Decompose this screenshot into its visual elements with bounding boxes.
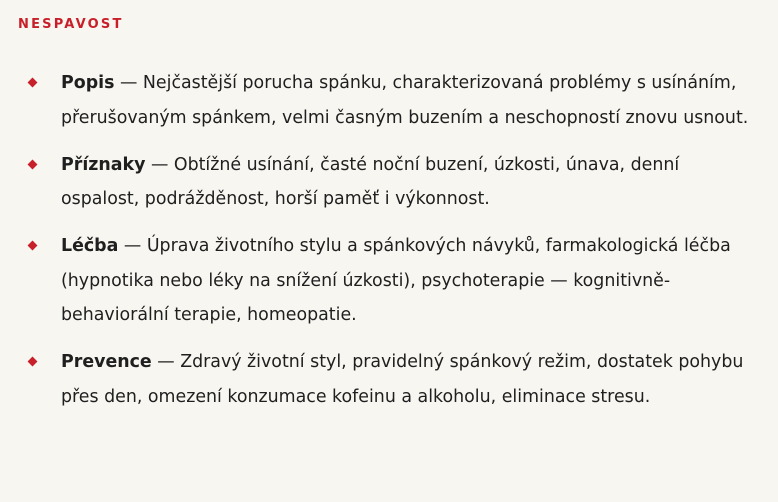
info-list	[28, 66, 758, 427]
list-item-lecba	[28, 229, 758, 333]
diamond-bullet-icon	[28, 159, 38, 169]
item-separator: —	[114, 73, 143, 93]
item-term: Léčba	[61, 236, 119, 256]
item-separator: —	[145, 154, 174, 175]
diamond-bullet-icon	[28, 357, 38, 367]
diamond-bullet-icon	[28, 78, 38, 88]
diamond-bullet-icon	[28, 241, 38, 251]
item-term: Prevence	[61, 352, 152, 372]
list-item-priznaky	[28, 148, 758, 217]
item-term: Příznaky	[61, 154, 146, 175]
section-heading: NESPAVOST	[18, 17, 124, 32]
item-text: Obtížné usínání, časté noční buzení, úzkosti, únava, denní ospalost, podrážděnost, horší paměť i výkonnost.	[61, 154, 680, 209]
list-item-prevence	[28, 345, 758, 414]
item-text: Zdravý životní styl, pravidelný spánkový režim, dostatek pohybu přes den, omezení konzumace kofeinu a alkoholu, eliminace stresu.	[61, 352, 744, 407]
item-text: Nejčastější porucha spánku, charakterizovaná problémy s usínáním, přerušovaným spánkem, velmi časným buzením a neschopností znovu usnout.	[61, 73, 749, 128]
item-term: Popis	[61, 73, 115, 93]
list-item-popis	[28, 66, 758, 135]
item-text: Úprava životního stylu a spánkových návyků, farmakologická léčba (hypnotika nebo léky na snížení úzkosti), psychoterapie — kognitivně-behaviorální terapie, homeopatie.	[61, 236, 731, 325]
item-separator: —	[151, 352, 181, 372]
item-separator: —	[118, 236, 147, 256]
